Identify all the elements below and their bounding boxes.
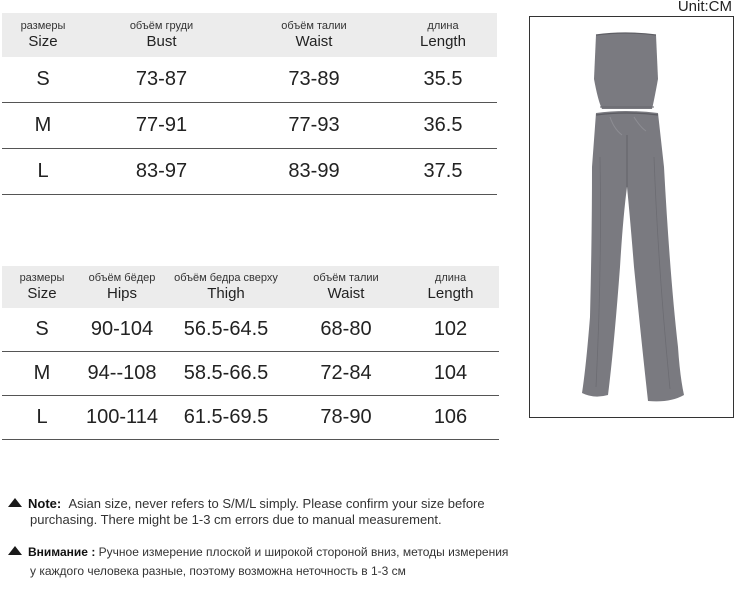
column-header-en: Size bbox=[27, 284, 57, 302]
table-cell: S bbox=[2, 57, 84, 103]
column-header bbox=[2, 266, 82, 308]
table-cell: 58.5-66.5 bbox=[162, 352, 290, 396]
table-cell: L bbox=[2, 149, 84, 195]
table-cell: 56.5-64.5 bbox=[162, 308, 290, 352]
table-cell: 72-84 bbox=[290, 352, 402, 396]
column-header-ru: размеры bbox=[19, 271, 65, 284]
table-cell: L bbox=[2, 396, 82, 440]
table-cell: M bbox=[2, 103, 84, 149]
table-cell: 68-80 bbox=[290, 308, 402, 352]
table-cell: 36.5 bbox=[389, 103, 497, 149]
table-cell: 61.5-69.5 bbox=[162, 396, 290, 440]
table-cell: 35.5 bbox=[389, 57, 497, 103]
table-cell: 94--108 bbox=[82, 352, 162, 396]
column-header bbox=[84, 13, 239, 57]
table-cell: M bbox=[2, 352, 82, 396]
table-cell: S bbox=[2, 308, 82, 352]
top-table-header bbox=[2, 13, 497, 57]
note-ru-label: Внимание : bbox=[28, 545, 96, 559]
table-row bbox=[2, 396, 499, 440]
column-header-ru: объём бедра сверху bbox=[174, 271, 278, 284]
column-header-ru: размеры bbox=[20, 19, 66, 32]
warning-triangle-icon bbox=[8, 498, 22, 507]
table-cell: 37.5 bbox=[389, 149, 497, 195]
table-cell: 77-91 bbox=[84, 103, 239, 149]
table-row bbox=[2, 308, 499, 352]
column-header bbox=[2, 13, 84, 57]
column-header-ru: объём талии bbox=[313, 271, 379, 284]
top-size-table bbox=[2, 13, 497, 195]
note-russian bbox=[8, 543, 518, 581]
bottom-table-header bbox=[2, 266, 499, 308]
table-cell: 73-87 bbox=[84, 57, 239, 103]
column-header-en: Waist bbox=[295, 32, 333, 50]
note-label: Note: bbox=[28, 496, 62, 511]
table-cell: 83-97 bbox=[84, 149, 239, 195]
table-cell: 77-93 bbox=[239, 103, 389, 149]
table-cell: 104 bbox=[402, 352, 499, 396]
column-header bbox=[162, 266, 290, 308]
warning-triangle-icon bbox=[8, 546, 22, 555]
column-header-ru: объём груди bbox=[129, 19, 194, 32]
bottom-size-table bbox=[2, 266, 499, 440]
column-header-en: Hips bbox=[106, 284, 137, 302]
table-row bbox=[2, 103, 497, 149]
table-cell: 73-89 bbox=[239, 57, 389, 103]
column-header bbox=[402, 266, 499, 308]
column-header bbox=[389, 13, 497, 57]
column-header bbox=[82, 266, 162, 308]
column-header-ru: объём талии bbox=[281, 19, 347, 32]
table-cell: 78-90 bbox=[290, 396, 402, 440]
unit-label: Unit:CM bbox=[677, 0, 732, 15]
jumpsuit-illustration bbox=[530, 17, 733, 417]
table-cell: 100-114 bbox=[82, 396, 162, 440]
column-header-en: Size bbox=[28, 32, 58, 50]
table-cell: 83-99 bbox=[239, 149, 389, 195]
column-header-ru: объём бёдер bbox=[88, 271, 156, 284]
note-line-2: purchasing. There might be 1-3 cm errors due to manual measurement. bbox=[30, 512, 442, 527]
table-row bbox=[2, 149, 497, 195]
note-ru-line-1: Ручное измерение плоской и широкой стороной вниз, методы измерения bbox=[98, 545, 509, 559]
table-row bbox=[2, 352, 499, 396]
table-cell: 90-104 bbox=[82, 308, 162, 352]
table-row bbox=[2, 57, 497, 103]
column-header-ru: длина bbox=[434, 271, 467, 284]
column-header-en: Length bbox=[420, 32, 466, 50]
column-header bbox=[290, 266, 402, 308]
product-photo bbox=[529, 16, 734, 418]
column-header-en: Bust bbox=[146, 32, 177, 50]
column-header-en: Thigh bbox=[207, 284, 245, 302]
column-header-en: Waist bbox=[327, 284, 365, 302]
note-line-1: Asian size, never refers to S/M/L simply. Please confirm your size before bbox=[68, 496, 485, 511]
column-header-en: Length bbox=[427, 284, 474, 302]
column-header-ru: длина bbox=[427, 19, 459, 32]
table-cell: 106 bbox=[402, 396, 499, 440]
table-cell: 102 bbox=[402, 308, 499, 352]
note-ru-line-2: у каждого человека разные, поэтому возможна неточность в 1-3 см bbox=[30, 564, 406, 578]
column-header bbox=[239, 13, 389, 57]
note-english bbox=[8, 496, 518, 528]
